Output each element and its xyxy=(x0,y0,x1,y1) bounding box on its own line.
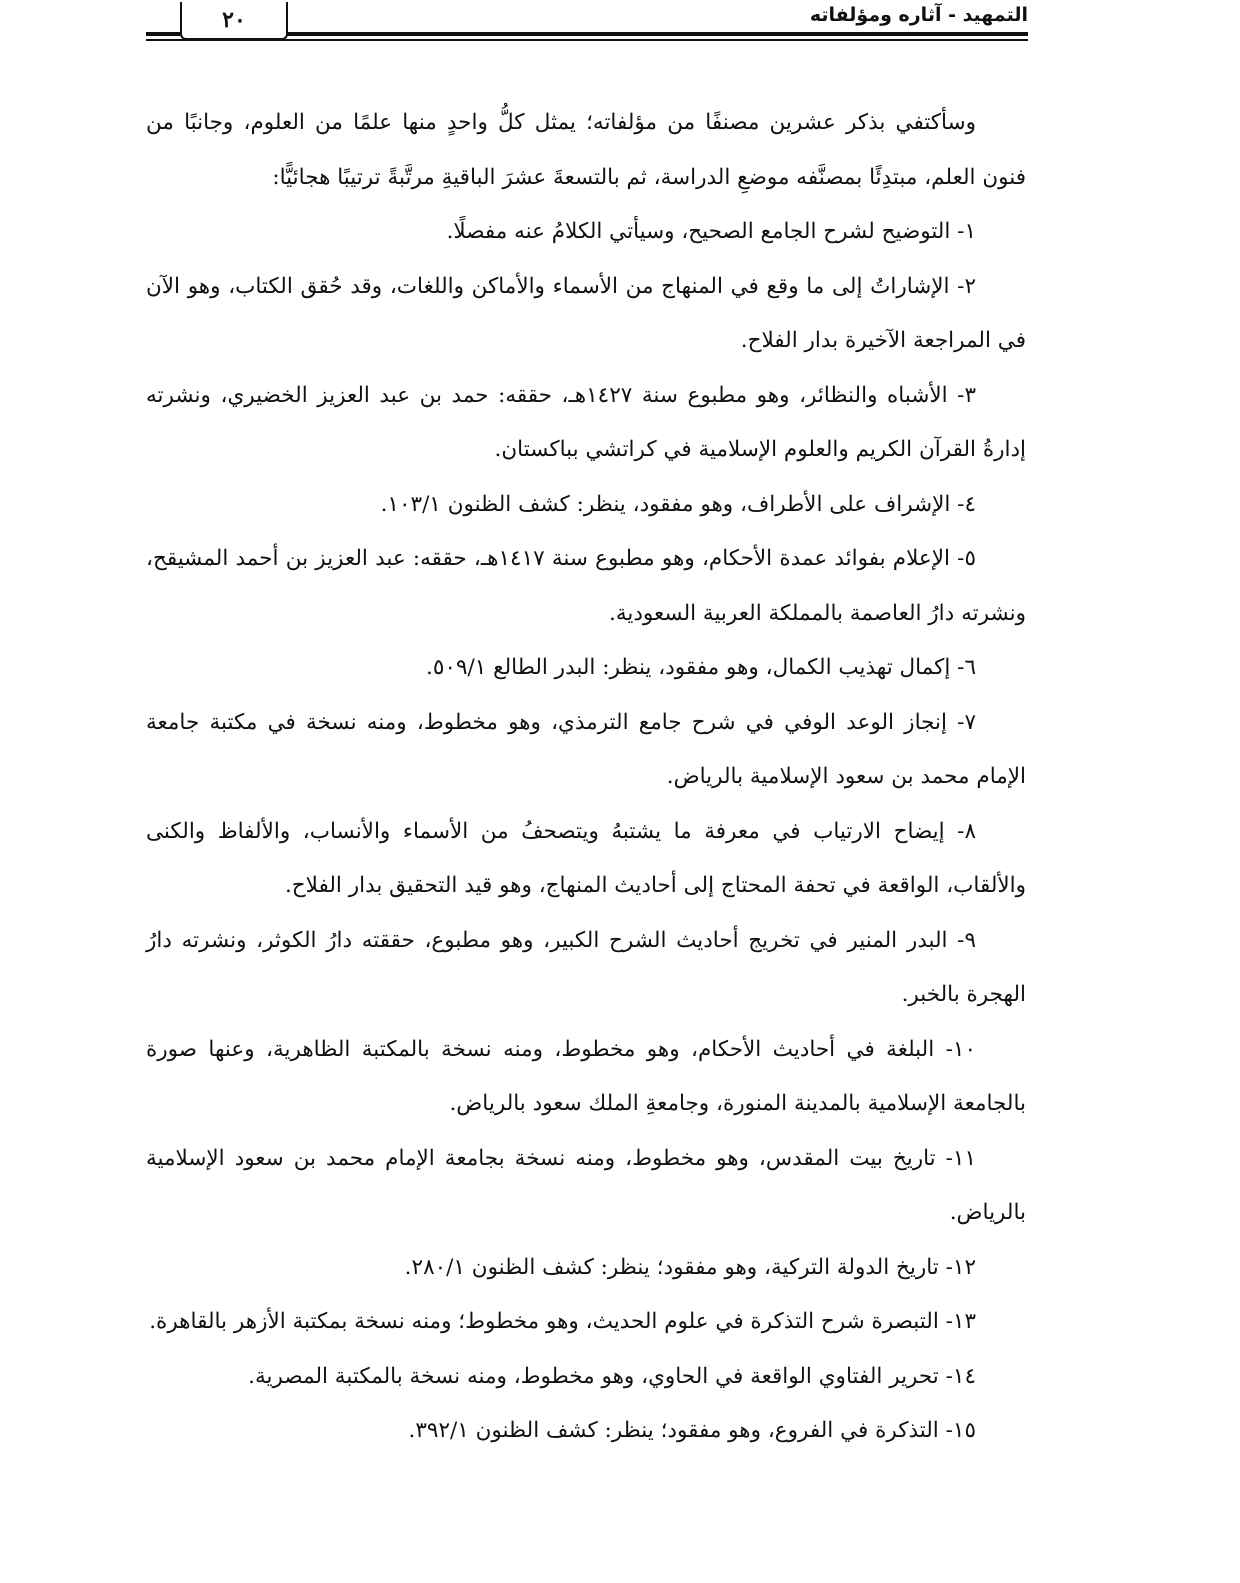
list-item-11: ١١- تاريخ بيت المقدس، وهو مخطوط، ومنه نسخة بجامعة الإمام محمد بن سعود الإسلامية بالرياض. xyxy=(146,1145,1026,1225)
list-item-12: ١٢- تاريخ الدولة التركية، وهو مفقود؛ ينظر: كشف الظنون ٢٨٠/١. xyxy=(404,1254,976,1280)
list-item-2: ٢- الإشاراتُ إلى ما وقع في المنهاج من الأسماء والأماكن واللغات، وقد حُقق الكتاب، وهو الآن في المراجعة الآخيرة بدار الفلاح. xyxy=(146,273,1026,353)
page-header xyxy=(0,0,1240,50)
list-item-5: ٥- الإعلام بفوائد عمدة الأحكام، وهو مطبوع سنة ١٤١٧هـ، حققه: عبد العزيز بن أحمد المشيقح، ونشرته دارُ العاصمة بالمملكة العربية السعودية. xyxy=(146,546,1026,626)
list-item-3: ٣- الأشباه والنظائر، وهو مطبوع سنة ١٤٢٧هـ، حققه: حمد بن عبد العزيز الخضيري، ونشرته إدارةُ القرآن الكريم والعلوم الإسلامية في كراتشي بباكستان. xyxy=(146,382,1026,462)
list-item-15: ١٥- التذكرة في الفروع، وهو مفقود؛ ينظر: كشف الظنون ٣٩٢/١. xyxy=(408,1418,976,1443)
page-body xyxy=(146,96,1026,1459)
running-title: التمهيد - آثاره ومؤلفاته xyxy=(809,4,1028,26)
list-item-7: ٧- إنجاز الوعد الوفي في شرح جامع الترمذي، وهو مخطوط، ومنه نسخة في مكتبة جامعة الإمام محمد بن سعود الإسلامية بالرياض. xyxy=(146,709,1026,789)
list-item-10: ١٠- البلغة في أحاديث الأحكام، وهو مخطوط، ومنه نسخة بالمكتبة الظاهرية، وعنها صورة بالجامعة الإسلامية بالمدينة المنورة، وجامعةِ الملك سعود بالرياض. xyxy=(146,1036,1026,1116)
intro-paragraph: وسأكتفي بذكر عشرين مصنفًا من مؤلفاته؛ يمثل كلُّ واحدٍ منها علمًا من العلوم، وجانبًا من فنون العلم، مبتدِئًا بمصنَّفه موضعِ الدراسة، ثم بالتسعةَ عشرَ الباقيةِ مرتَّبةً ترتيبًا هجائيًّا: xyxy=(146,110,1026,190)
page-number: ٢٠ xyxy=(180,2,288,40)
list-item-6: ٦- إكمال تهذيب الكمال، وهو مفقود، ينظر: البدر الطالع ٥٠٩/١. xyxy=(426,655,976,680)
list-item-4: ٤- الإشراف على الأطراف، وهو مفقود، ينظر: كشف الظنون ١٠٣/١. xyxy=(380,491,976,517)
list-item-14: ١٤- تحرير الفتاوي الواقعة في الحاوي، وهو مخطوط، ومنه نسخة بالمكتبة المصرية. xyxy=(248,1363,976,1389)
list-item-8: ٨- إيضاح الارتياب في معرفة ما يشتبهُ ويتصحفُ من الأسماء والأنساب، والألفاظ والكنى والألقاب، الواقعة في تحفة المحتاج إلى أحاديث المنهاج، وهو قيد التحقيق بدار الفلاح. xyxy=(146,818,1026,898)
list-item-13: ١٣- التبصرة شرح التذكرة في علوم الحديث، وهو مخطوط؛ ومنه نسخة بمكتبة الأزهر بالقاهرة. xyxy=(149,1309,976,1334)
list-item-1: ١- التوضيح لشرح الجامع الصحيح، وسيأتي الكلامُ عنه مفصلًا. xyxy=(446,219,976,244)
list-item-9: ٩- البدر المنير في تخريج أحاديث الشرح الكبير، وهو مطبوع، حققته دارُ الكوثر، ونشرته دارُ الهجرة بالخبر. xyxy=(146,927,1026,1007)
